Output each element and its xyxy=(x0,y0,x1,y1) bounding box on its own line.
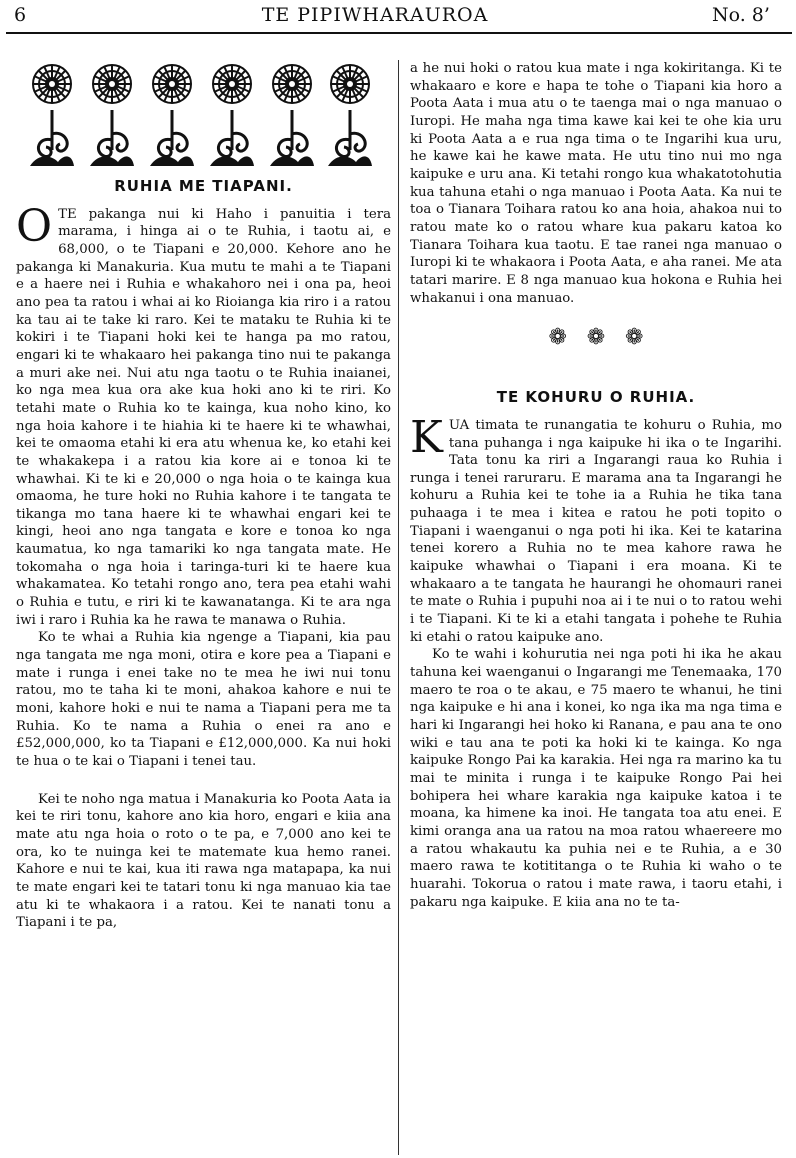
section-ornament xyxy=(410,325,782,363)
article-paragraph: Ko te whai a Ruhia kia ngenge a Tiapani, kia pau nga tangata me nga moni, otira e kore pea a Tiapani e mate i runga i enei take no te mea he iwi nui tonu ratou, mo te taha ki te moni, ahakoa kahore e nui te moni, kahore hoki e nui te nama a Tiapani pera me ta Ruhia. Ko te nama a Ruhia o enei ra ano e £52,000,000, ko ta Tiapani e £12,000,000. Ka nui hoki te hua o te kai o Tiapani i tenei tau. xyxy=(16,630,391,769)
article-paragraph xyxy=(410,411,782,647)
daisy-icon xyxy=(90,62,134,106)
article-paragraph: Kei te noho nga matua i Manakuria ko Poota Aata ia kei te riri tonu, kahore ano kia horo, engari e kiia ana mate atu nga hoia o roto o te pa, e 7,000 ano kei te ora, ko te nuinga kei te matemate kua hemo ranei. Kahore e nui te kai, kua iti rawa nga matapapa, ka nui te mate engari kei te tatari tonu ki nga manuao kia tae atu ki te whakaora i a ratou. Kei te nanati tonu a Tiapani i te pa, xyxy=(16,791,391,931)
column-divider xyxy=(398,60,399,1155)
swirl-stem-icon xyxy=(28,110,76,168)
rosette-icon: ❁ xyxy=(625,325,644,351)
swirl-stem-icon xyxy=(326,110,374,168)
article-paragraph-continued: a he nui hoki o ratou kua mate i nga kokiritanga. Ki te whakaaro e kore e hapa te tohe o Tiapani kia horo a Poota Aata i mua atu o te taenga mai o nga manuao o Iuropi. He maha nga tima kawe kai kei te ohe kia uru ki Poota Aata a e rua nga tima o te Ingarihi kua uru, he kawe kai he kawe mata. He utu tino nui mo nga kaipuke e uru ana. Ki tetahi rongo kua whakatotohutia kua tahuna etahi o nga manuao i Poota Aata. Ka nui te toa o Tianara Toihara ratou ko ana hoia, ahakoa nui to ratou mate ko o ratou whare kua pakaru katoa ko Tianara Toihara kua taotu. E tae ranei nga manuao o Iuropi ki te whakaora i Poota Aata, e aha ranei. Me ata tatari marire. E 8 nga manuao kua hokona e Ruhia hei whakanui i ona manuao. xyxy=(410,61,782,306)
flower-banner-illustration xyxy=(28,60,373,172)
header-rule xyxy=(6,32,792,34)
paragraph-text: TE pakanga nui ki Haho i panuitia i tera marama, i hinga ai o te Ruhia, i taotu ai, e 68,000, o te Tiapani e 20,000. Kehore ano he pakanga ki Manakuria. Kua mutu te mahi a te Tiapani e a haere nei i Ruhia e whakahoro nei i ona pa, heoi ano pea ta ratou i whai ai ko Rioianga kia riro i a ratou ka tau ai te take ki raro. Kei te mataku te Ruhia ki te kokiri i te Tiapani hoki kei te hanga pa mo ratou, engari ki te whakaaro hei pakanga tino nui te pakanga a muri ake nei. Nui atu nga taotu o te Ruhia inaianei, ko nga mea kua ora ake kua hoki ano ki te riri. Ko tetahi mate o Ruhia ko te kainga, kua noho kino, ko nga hoia kahore i te hiahia ki te haere ki te whawhai, kei te omaoma etahi ki era atu whenua ke, ko etahi kei te whakakepa i a ratou kia kore ai e tonoa ki te whawhai. Ki te ki e 20,000 o nga hoia o te kainga kua omaoma, he ture hoki no Ruhia kahore i te tangata te tikanga mo tana haere ki te whawhai engari kei te kingi, heoi ano nga tangata e kore e tonoa ko nga kaumatua, ko nga tamariki ko nga tangata mate. He tokomaha o nga hoia i taringa-turi ki te haere kua whakamatea. Ko tetahi rongo ano, tera pea etahi wahi o Ruhia e tutu, e riri ki te kawanatanga. Ki te ara nga iwi i raro i Ruhia ka he rawa te manawa o Ruhia. xyxy=(16,206,391,628)
daisy-icon xyxy=(328,62,372,106)
article-paragraph xyxy=(16,200,391,630)
page-number: 6 xyxy=(14,4,27,26)
swirl-stem-icon xyxy=(88,110,136,168)
page-header xyxy=(0,0,796,36)
drop-cap: O xyxy=(16,200,53,252)
rosette-icon: ❁ xyxy=(586,325,606,351)
article-heading: TE KOHURU O RUHIA. xyxy=(496,388,696,407)
swirl-stem-icon xyxy=(208,110,256,168)
article-paragraph: Ko te wahi i kohurutia nei nga poti hi ika he akau tahuna kei waenganui o Ingarangi me Tenemaaka, 170 maero te roa o te akau, e 75 maero te whanui, he tini nga kaipuke e hi ana i konei, ko nga ika ma nga tima e hari ki Ingarangi hei hoko ki Ranana, e pau ana te ono wiki e tau ana te poti ka hoki ki te kainga. Ko nga kaipuke Rongo Pai ka karakia. Hei nga ra marino ka tu mai te minita i runga i te kaipuke Rongo Pai hei bohipera hei whare karakia nga kaipuke katoa i te moana, ka himene ka inoi. He tangata toa atu enei. E kimi oranga ana ua ratou na moa ratou whaereere mo a ratou whakautu ka puhia nei e te Ruhia, a e 30 maero rawa te kotititanga o te Ruhia ki waho o te huarahi. Tokorua o ratou i mate rawa, i taoru etahi, i pakaru nga kaipuke. E kiia ana no te ta- xyxy=(410,647,782,910)
right-column xyxy=(410,60,782,911)
daisy-icon xyxy=(210,62,254,106)
rosette-icon: ❁ xyxy=(548,325,567,351)
swirl-stem-icon xyxy=(148,110,196,168)
issue-number: No. 8’ xyxy=(712,4,770,26)
daisy-icon xyxy=(30,62,74,106)
daisy-icon xyxy=(150,62,194,106)
newspaper-title: TE PIPIWHARAUROA xyxy=(261,4,489,26)
swirl-stem-icon xyxy=(268,110,316,168)
drop-cap: K xyxy=(410,411,443,463)
article-heading: RUHIA ME TIAPANI. xyxy=(114,177,293,195)
left-column xyxy=(16,60,391,932)
daisy-icon xyxy=(270,62,314,106)
paragraph-text: UA timata te runangatia te kohuru o Ruhia, mo tana puhanga i nga kaipuke hi ika o te Ingarihi. Tata tonu ka riri a Ingarangi raua ko Ruhia i runga i tenei raruraru. E marama ana ta Ingarangi he kohuru a Ruhia kei te tohe ia a Ruhia he tika tana puhaaga i te mea i kitea e ratou he poti topito o Tiapani i waenganui o nga poti hi ika. Kei te katarina tenei korero a Ruhia no te mea kahore rawa he kaipuke whawhai o Tiapani i era moana. Ki te whakaaro a te tangata he haurangi he ohomauri ranei te mate o Ruhia i pupuhi noa ai i te nui o to ratou wehi i te Tiapani. Ki te ki a etahi tangata i pohehe te Ruhia ki etahi o ratou kaipuke ano. xyxy=(410,417,782,645)
